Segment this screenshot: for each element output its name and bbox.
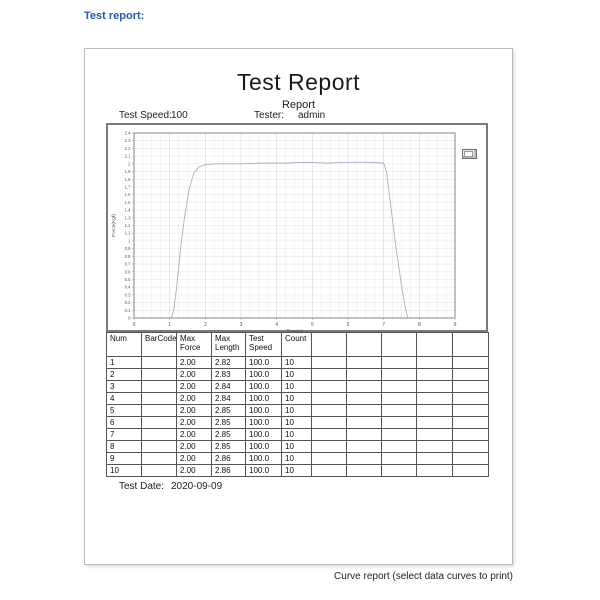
table-header-cell: BarCode <box>142 333 177 357</box>
table-cell <box>312 465 347 477</box>
table-cell: 100.0 <box>246 357 282 369</box>
svg-text:0.1: 0.1 <box>124 307 131 313</box>
svg-text:0.5: 0.5 <box>124 276 131 282</box>
table-row <box>107 357 489 369</box>
test-date-value: 2020-09-09 <box>171 481 223 492</box>
table-cell: 2.00 <box>177 405 212 417</box>
table-cell <box>312 441 347 453</box>
test-date-label: Test Date: <box>119 481 165 492</box>
table-cell: 10 <box>282 405 312 417</box>
table-cell <box>453 405 489 417</box>
table-header-cell <box>312 333 347 357</box>
table-cell: 5 <box>107 405 142 417</box>
table-header-cell <box>453 333 489 357</box>
table-cell <box>382 405 417 417</box>
table-row <box>107 453 489 465</box>
table-cell: 8 <box>107 441 142 453</box>
table-cell <box>417 429 453 441</box>
svg-text:1.1: 1.1 <box>124 230 131 236</box>
svg-text:1: 1 <box>168 322 172 328</box>
table-cell <box>453 441 489 453</box>
table-cell: 2.86 <box>212 465 246 477</box>
table-cell <box>453 369 489 381</box>
table-cell <box>142 417 177 429</box>
table-cell: 10 <box>282 381 312 393</box>
table-cell: 2.00 <box>177 357 212 369</box>
table-cell <box>312 429 347 441</box>
table-cell: 100.0 <box>246 441 282 453</box>
table-cell: 4 <box>107 393 142 405</box>
table-cell <box>142 429 177 441</box>
table-cell <box>347 417 382 429</box>
table-cell <box>382 393 417 405</box>
svg-text:1.8: 1.8 <box>124 176 131 182</box>
svg-text:0.4: 0.4 <box>124 284 131 290</box>
table-cell <box>142 381 177 393</box>
page-subtitle: Report <box>281 99 316 111</box>
table-cell <box>382 369 417 381</box>
table-cell: 2.00 <box>177 429 212 441</box>
table-cell: 9 <box>107 453 142 465</box>
table-cell <box>347 393 382 405</box>
svg-text:1.2: 1.2 <box>124 223 131 228</box>
table-cell <box>347 405 382 417</box>
table-cell: 100.0 <box>246 393 282 405</box>
svg-text:2.1: 2.1 <box>124 153 131 159</box>
results-table <box>106 332 489 477</box>
table-cell <box>417 405 453 417</box>
table-cell <box>417 369 453 381</box>
chart-canvas <box>108 125 486 335</box>
table-cell: 10 <box>282 429 312 441</box>
table-cell <box>382 429 417 441</box>
test-report-link[interactable]: Test report: <box>84 10 145 22</box>
test-speed-label: Test Speed: <box>119 110 172 121</box>
table-cell: 2.85 <box>212 405 246 417</box>
table-cell: 100.0 <box>246 381 282 393</box>
table-cell <box>347 465 382 477</box>
svg-text:1.7: 1.7 <box>124 184 131 190</box>
table-cell: 2.00 <box>177 393 212 405</box>
table-cell: 10 <box>282 465 312 477</box>
table-cell <box>382 417 417 429</box>
table-cell <box>417 465 453 477</box>
table-cell <box>142 405 177 417</box>
report-page <box>84 48 513 565</box>
force-time-chart <box>106 123 488 335</box>
svg-text:3: 3 <box>239 322 243 328</box>
table-cell <box>312 381 347 393</box>
table-cell <box>417 381 453 393</box>
table-row <box>107 381 489 393</box>
svg-text:1.6: 1.6 <box>124 192 131 198</box>
table-cell: 2.85 <box>212 417 246 429</box>
table-cell <box>453 453 489 465</box>
table-cell: 1 <box>107 357 142 369</box>
table-cell: 2.00 <box>177 465 212 477</box>
table-cell: 100.0 <box>246 369 282 381</box>
test-speed-value: 100 <box>171 110 188 121</box>
table-cell: 100.0 <box>246 405 282 417</box>
svg-text:0: 0 <box>128 315 131 321</box>
table-cell <box>453 357 489 369</box>
table-cell: 2.00 <box>177 369 212 381</box>
table-header-cell <box>347 333 382 357</box>
svg-text:1.4: 1.4 <box>124 207 131 213</box>
table-cell: 2.84 <box>212 393 246 405</box>
table-cell <box>312 369 347 381</box>
table-cell <box>453 465 489 477</box>
table-cell <box>312 405 347 417</box>
table-cell: 10 <box>282 417 312 429</box>
svg-text:1: 1 <box>128 238 131 244</box>
table-cell <box>453 429 489 441</box>
svg-text:6: 6 <box>346 322 350 328</box>
svg-text:0.7: 0.7 <box>124 261 131 267</box>
table-cell <box>142 357 177 369</box>
svg-text:0.9: 0.9 <box>124 246 131 252</box>
table-cell: 100.0 <box>246 429 282 441</box>
svg-text:5: 5 <box>310 322 314 328</box>
table-cell: 2.86 <box>212 453 246 465</box>
curve-report-caption: Curve report (select data curves to print) <box>334 571 513 582</box>
table-cell: 2.85 <box>212 429 246 441</box>
table-cell <box>312 357 347 369</box>
table-cell <box>453 393 489 405</box>
svg-text:0.2: 0.2 <box>124 300 131 306</box>
table-cell: 100.0 <box>246 453 282 465</box>
table-cell <box>417 453 453 465</box>
table-row <box>107 417 489 429</box>
svg-text:0.6: 0.6 <box>124 269 131 275</box>
table-cell <box>382 441 417 453</box>
table-cell <box>142 369 177 381</box>
printer-icon[interactable] <box>462 149 477 159</box>
table-cell <box>347 381 382 393</box>
table-cell <box>312 393 347 405</box>
table-row <box>107 393 489 405</box>
table-cell: 6 <box>107 417 142 429</box>
svg-text:7: 7 <box>382 322 386 328</box>
table-cell <box>142 393 177 405</box>
table-cell: 10 <box>282 453 312 465</box>
table-cell: 2.83 <box>212 369 246 381</box>
table-cell: 10 <box>107 465 142 477</box>
table-cell <box>347 369 382 381</box>
svg-text:0: 0 <box>132 322 136 328</box>
table-header-cell: Max Force <box>177 333 212 357</box>
table-cell <box>142 441 177 453</box>
table-cell <box>382 357 417 369</box>
svg-text:2.4: 2.4 <box>124 130 131 136</box>
table-cell: 10 <box>282 357 312 369</box>
table-cell <box>382 465 417 477</box>
tester-label: Tester: <box>254 110 285 121</box>
table-cell <box>312 453 347 465</box>
svg-text:0.8: 0.8 <box>124 253 131 259</box>
table-header-cell: Num <box>107 333 142 357</box>
table-cell <box>347 441 382 453</box>
svg-text:0.3: 0.3 <box>124 292 131 298</box>
table-cell <box>417 393 453 405</box>
table-cell: 10 <box>282 441 312 453</box>
svg-text:2: 2 <box>203 322 207 328</box>
table-header <box>107 333 489 357</box>
table-cell: 2 <box>107 369 142 381</box>
table-cell <box>347 429 382 441</box>
table-cell <box>453 417 489 429</box>
table-cell: 10 <box>282 393 312 405</box>
table-cell <box>382 381 417 393</box>
table-cell <box>417 357 453 369</box>
table-header-cell <box>417 333 453 357</box>
table-row <box>107 369 489 381</box>
table-header-cell: Max Length <box>212 333 246 357</box>
svg-text:4: 4 <box>275 322 279 328</box>
table-cell <box>142 453 177 465</box>
svg-text:1.5: 1.5 <box>124 199 131 205</box>
table-row <box>107 429 489 441</box>
table-cell: 10 <box>282 369 312 381</box>
table-cell <box>417 417 453 429</box>
report-info-row <box>85 110 512 124</box>
svg-text:8: 8 <box>417 322 421 328</box>
table-cell: 2.82 <box>212 357 246 369</box>
table-row <box>107 441 489 453</box>
table-cell <box>417 441 453 453</box>
table-header-cell <box>382 333 417 357</box>
table-cell: 100.0 <box>246 417 282 429</box>
table-cell: 7 <box>107 429 142 441</box>
table-cell: 2.00 <box>177 453 212 465</box>
table-header-cell: Count <box>282 333 312 357</box>
table-cell <box>453 381 489 393</box>
table-cell <box>142 465 177 477</box>
svg-text:2: 2 <box>128 161 131 167</box>
svg-text:2.2: 2.2 <box>124 145 131 151</box>
table-row <box>107 405 489 417</box>
svg-text:Force(Kgf): Force(Kgf) <box>112 214 117 237</box>
table-row <box>107 465 489 477</box>
tester-value: admin <box>298 110 326 121</box>
table-cell <box>347 357 382 369</box>
svg-text:1.9: 1.9 <box>124 169 131 175</box>
table-cell <box>382 453 417 465</box>
table-cell <box>347 453 382 465</box>
svg-text:9: 9 <box>453 322 457 328</box>
table-cell: 100.0 <box>246 465 282 477</box>
page-title: Test Report <box>236 69 361 95</box>
table-cell: 2.85 <box>212 441 246 453</box>
table-cell: 2.00 <box>177 441 212 453</box>
table-cell: 2.00 <box>177 417 212 429</box>
table-cell: 3 <box>107 381 142 393</box>
table-header-cell: Test Speed <box>246 333 282 357</box>
svg-text:Time(s): Time(s) <box>286 329 303 335</box>
table-cell: 2.00 <box>177 381 212 393</box>
svg-text:2.3: 2.3 <box>124 138 131 144</box>
svg-text:1.3: 1.3 <box>124 215 131 221</box>
table-cell <box>312 417 347 429</box>
table-cell: 2.84 <box>212 381 246 393</box>
